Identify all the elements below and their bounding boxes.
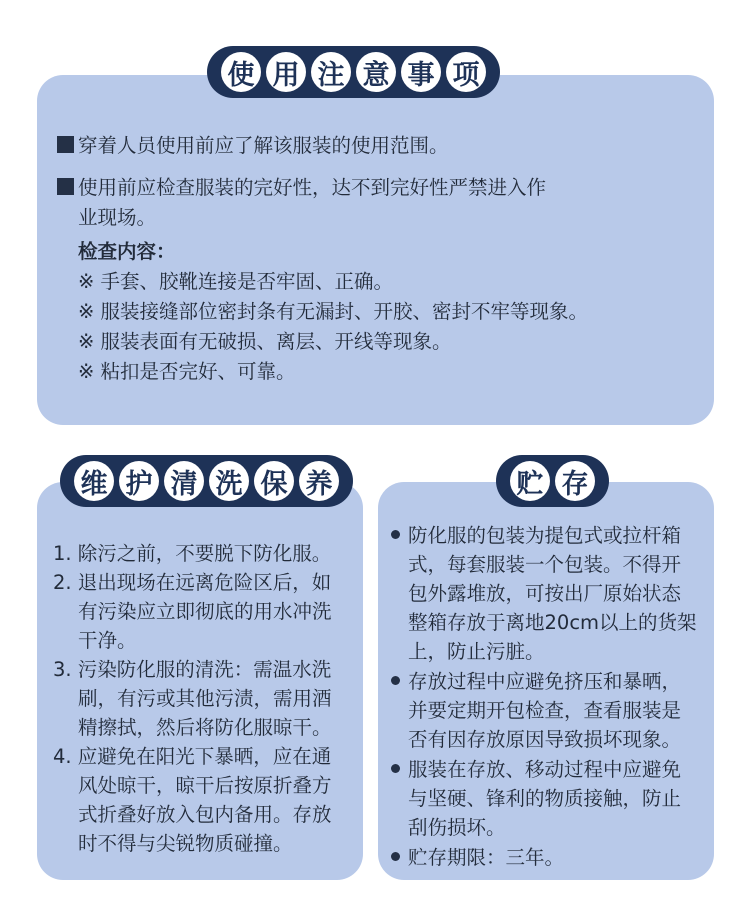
title-char: 注 (311, 52, 351, 92)
maintenance-line: 4. 应避免在阳光下暴晒，应在通 (53, 745, 332, 768)
maintenance-line: 式折叠好放入包内备用。存放 (78, 803, 332, 826)
square-bullet-icon (57, 178, 74, 195)
maintenance-line: 有污染应立即彻底的用水冲洗 (78, 600, 332, 623)
storage-item: 防化服的包装为提包式或拉杆箱 (391, 524, 681, 547)
title-char: 贮 (510, 461, 550, 501)
storage-line: 整箱存放于离地20cm以上的货架 (408, 611, 697, 634)
check-item: ※ 粘扣是否完好、可靠。 (78, 360, 296, 383)
check-item: ※ 手套、胶靴连接是否牢固、正确。 (78, 270, 394, 293)
usage-item: 穿着人员使用前应了解该服装的使用范围。 (57, 134, 449, 157)
maintenance-line: 2. 退出现场在远离危险区后，如 (53, 571, 332, 594)
maintenance-line: 刷，有污或其他污渍，需用酒 (78, 687, 332, 710)
usage-notes-title (207, 46, 500, 98)
title-char: 养 (299, 461, 339, 501)
storage-item: 贮存期限：三年。 (391, 846, 564, 869)
check-item: ※ 服装接缝部位密封条有无漏封、开胶、密封不牢等现象。 (78, 300, 589, 323)
maintenance-line: 3. 污染防化服的清洗：需温水洗 (53, 658, 332, 681)
title-char: 维 (74, 461, 114, 501)
storage-line: 并要定期开包检查，查看服装是 (408, 699, 682, 722)
maintenance-title (60, 455, 353, 507)
storage-line: 包外露堆放，可按出厂原始状态 (408, 582, 682, 605)
title-char: 保 (254, 461, 294, 501)
maintenance-line: 风处晾干，晾干后按原折叠方 (78, 774, 332, 797)
storage-line: 与坚硬、锋利的物质接触，防止 (408, 787, 682, 810)
maintenance-line: 1. 除污之前，不要脱下防化服。 (53, 542, 332, 565)
storage-line: 否有因存放原因导致损坏现象。 (408, 728, 682, 751)
title-char: 使 (221, 52, 261, 92)
title-char: 存 (555, 461, 595, 501)
square-bullet-icon (57, 136, 74, 153)
usage-item: 使用前应检查服装的完好性，达不到完好性严禁进入作 (57, 176, 546, 199)
usage-item-continuation: 业现场。 (78, 206, 157, 229)
maintenance-line: 精擦拭，然后将防化服晾干。 (78, 716, 332, 739)
maintenance-line: 时不得与尖锐物质碰撞。 (78, 832, 293, 855)
title-char: 清 (164, 461, 204, 501)
storage-line: 刮伤损坏。 (408, 816, 506, 839)
round-bullet-icon (391, 530, 400, 539)
check-title: 检查内容： (78, 240, 176, 263)
storage-line: 式，每套服装一个包装。不得开 (408, 553, 682, 576)
title-char: 护 (119, 461, 159, 501)
check-item: ※ 服装表面有无破损、离层、开线等现象。 (78, 330, 452, 353)
title-char: 用 (266, 52, 306, 92)
round-bullet-icon (391, 764, 400, 773)
title-char: 项 (446, 52, 486, 92)
title-char: 事 (401, 52, 441, 92)
storage-item: 服装在存放、移动过程中应避免 (391, 758, 681, 781)
storage-title (496, 455, 609, 507)
round-bullet-icon (391, 676, 400, 685)
title-char: 意 (356, 52, 396, 92)
maintenance-line: 干净。 (78, 629, 137, 652)
title-char: 洗 (209, 461, 249, 501)
round-bullet-icon (391, 852, 400, 861)
storage-item: 存放过程中应避免挤压和暴晒， (391, 670, 681, 693)
storage-line: 上，防止污脏。 (408, 640, 545, 663)
